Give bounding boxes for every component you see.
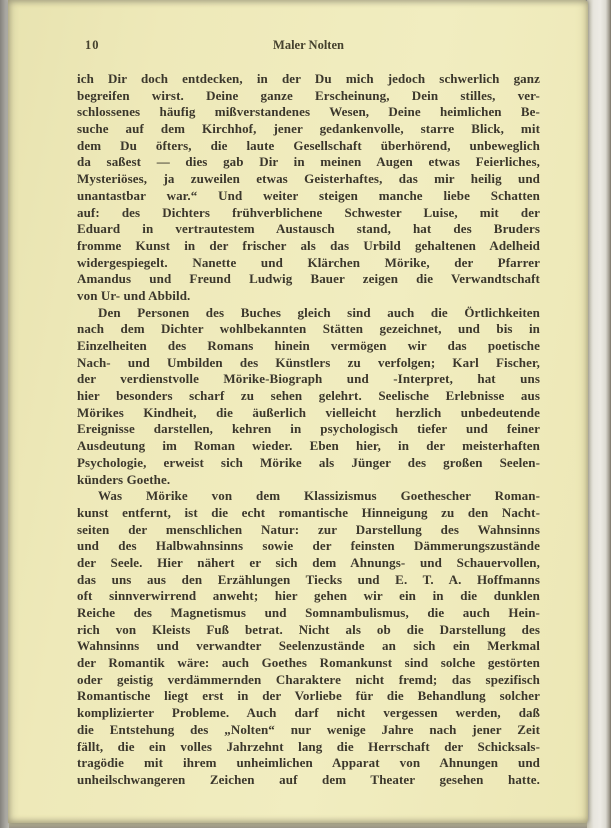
text-line: Reiche des Magnetismus und Somnambulismus, die auch Hein- [77, 605, 540, 620]
text-line: Ausdeutung im Roman wieder. Eben hier, in der meisterhaften [77, 438, 540, 454]
text-line: oder geistig verdämmernden Charaktere nicht fremd; das spezifisch [77, 671, 540, 687]
text-line: Ereignisse darstellen, kehren in psychologisch tiefer und feiner [77, 421, 540, 437]
text-line: die Entstehung des „Nolten“ nur wenige Jahre nach jener Zeit [77, 721, 540, 737]
text-line: Eduard in vertrautestem Austausch stand, hat des Bruders [77, 221, 540, 237]
text-line: kunst entfernt, ist die echt romantische Hinneigung zu den Nacht- [77, 504, 540, 520]
text-line: begreifen wirst. Deine ganze Erscheinung, Dein stilles, ver- [77, 87, 540, 103]
text-line: Nach- und Umbilden des Künstlers zu verfolgen; Karl Fischer, [77, 354, 540, 370]
text-line: künders Goethe. [77, 471, 171, 487]
text-line: der Romantik wäre: auch Goethes Romankunst sind solche gestörten [77, 655, 540, 671]
text-line: Den Personen des Buches gleich sind auch die Örtlichkeiten [98, 304, 540, 320]
text-line: Einzelheiten des Romans hinein vermögen wir das poetische [77, 338, 540, 353]
text-line: tragödie mit ihrem unheimlichen Apparat von Ahnungen und [77, 755, 540, 771]
text-line: komplizierter Probleme. Auch darf nicht vergessen werden, daß [77, 705, 540, 721]
running-header: Maler Nolten [273, 38, 344, 52]
paper-sheet [8, 0, 588, 823]
text-line: Wahnsinns und verwandter Seelenzustände an sich ein Merkmal [77, 638, 540, 654]
page-number: 10 [85, 38, 100, 52]
text-line: Was Mörike von dem Klassizismus Goethescher Roman- [98, 488, 540, 504]
text-line: das uns aus den Erzählungen Tiecks und E. T. A. Hoffmanns [77, 571, 540, 587]
text-line: seiten der menschlichen Natur: zur Darstellung des Wahnsinns [77, 521, 540, 537]
body-text [77, 71, 540, 789]
text-line: rich von Kleists Fuß betrat. Nicht als ob die Darstellung des [77, 621, 540, 637]
text-line: Amandus und Freund Ludwig Bauer zeigen die Verwandtschaft [77, 271, 540, 287]
text-line: widergespiegelt. Nanette und Klärchen Mörike, der Pfarrer [77, 254, 540, 270]
text-line: fällt, die ein volles Jahrzehnt lang die Herrschaft der Schicksals- [77, 738, 540, 754]
text-block [77, 38, 540, 789]
text-line: oft sinnverwirrend anweht; hier gehen wir ein in die dunklen [77, 588, 540, 604]
text-line: schlossenes häufig mißverstandenes Wesen, Deine heimlichen Be- [77, 104, 540, 120]
text-line: unantastbar war.“ Und weiter steigen manche liebe Schatten [77, 187, 540, 203]
text-line: da saßest — dies gab Dir in meinen Augen etwas Feierliches, [77, 154, 540, 170]
text-line: hier besonders scharf zu sehen gelehrt. Seelische Erlebnisse aus [77, 388, 540, 404]
page-edge-right [587, 0, 611, 828]
text-line: unheilschwangeren Zeichen auf dem Theater gesehen hatte. [77, 771, 540, 787]
text-line: von Ur- und Abbild. [77, 287, 191, 303]
text-line: der verdienstvolle Mörike-Biograph und -Interpret, hat uns [77, 371, 540, 387]
text-line: Romantische liegt erst in der Vorliebe für die Behandlung solcher [77, 688, 540, 704]
text-line: fromme Kunst in der frischer als das Urbild gehaltenen Adelheid [77, 237, 540, 253]
text-line: nach dem Dichter wohlbekannten Stätten gezeichnet, und bis in [77, 321, 540, 337]
text-line: dem Du öfters, die laute Gesellschaft überhörend, unbeweglich [77, 137, 540, 153]
text-line: ich Dir doch entdecken, in der Du mich jedoch schwerlich ganz [77, 71, 540, 86]
page-header [77, 38, 540, 55]
text-line: Mörikes Kindheit, die äußerlich vielleicht herzlich unbedeutende [77, 404, 540, 420]
text-line: und des Halbwahnsinns sowie der feinsten Dämmerungszustände [77, 538, 540, 554]
text-line: der Seele. Hier nähert er sich dem Ahnungs- und Schauervollen, [77, 554, 540, 570]
text-line: suche auf dem Kirchhof, jener gedankenvolle, starre Blick, mit [77, 121, 540, 137]
text-line: Psychologie, erweist sich Mörike als Jünger des großen Seelen- [77, 454, 540, 470]
text-line: auf: des Dichters frühverblichene Schwester Luise, mit der [77, 204, 540, 220]
text-line: Mysteriöses, ja zuweilen etwas Geisterhaftes, das mir heilig und [77, 171, 540, 187]
